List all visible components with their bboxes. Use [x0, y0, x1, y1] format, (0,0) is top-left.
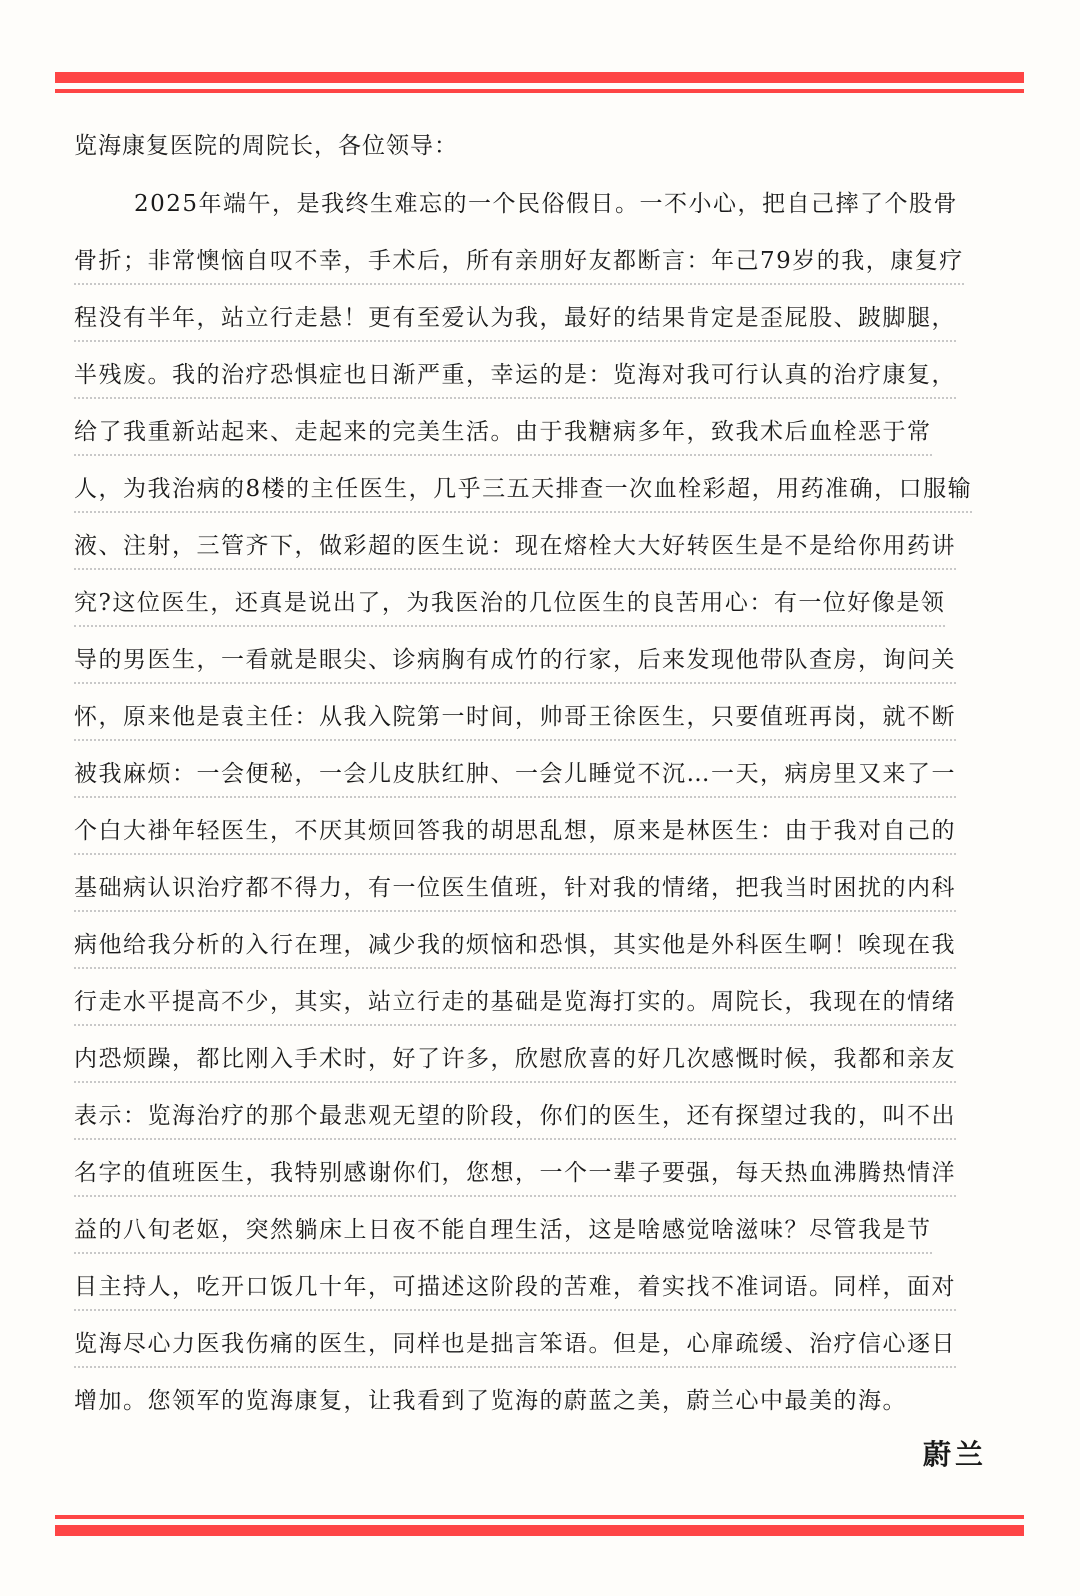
- letter-line: 增加。您领军的览海康复，让我看到了览海的蔚蓝之美，蔚兰心中最美的海。: [74, 1388, 907, 1414]
- letter-line: 名字的值班医生，我特别感谢你们，您想，一个一辈子要强，每天热血沸腾热情洋: [74, 1153, 994, 1210]
- salutation: 览海康复医院的周院长，各位领导：: [74, 133, 458, 159]
- letter-line: 导的男医生，一看就是眼尖、诊病胸有成竹的行家，后来发现他带队查房，询问关: [74, 640, 994, 697]
- letter-line: 内恐烦躁，都比刚入手术时，好了许多，欣慰欣喜的好几次感慨时候，我都和亲友: [74, 1039, 994, 1096]
- letter-line: 病他给我分析的入行在理，减少我的烦恼和恐惧，其实他是外科医生啊！唉现在我: [74, 925, 994, 982]
- letter-line: 给了我重新站起来、走起来的完美生活。由于我糖病多年，致我术后血栓恶于常: [74, 412, 994, 469]
- letter-body: [74, 126, 994, 1438]
- letter-line: 究?这位医生，还真是说出了，为我医治的几位医生的良苦用心：有一位好像是领: [74, 583, 994, 640]
- letter-line: 2025年端午，是我终生难忘的一个民俗假日。一不小心，把自己摔了个股骨: [134, 191, 959, 217]
- letter-line: 目主持人，吃开口饭几十年，可描述这阶段的苦难，着实找不准词语。同样，面对: [74, 1267, 994, 1324]
- letter-line: 个白大褂年轻医生，不厌其烦回答我的胡思乱想，原来是林医生：由于我对自己的: [74, 811, 994, 868]
- top-red-rule-thin: [55, 89, 1024, 93]
- letter-line: 怀，原来他是袁主任：从我入院第一时间，帅哥王徐医生，只要值班再岗，就不断: [74, 697, 994, 754]
- top-red-rule-thick: [55, 72, 1024, 83]
- letter-line: 人，为我治病的8楼的主任医生，几乎三五天排查一次血栓彩超，用药准确，口服输: [74, 469, 994, 526]
- bottom-red-rule-thick: [55, 1525, 1024, 1536]
- letter-line: 行走水平提高不少，其实，站立行走的基础是览海打实的。周院长，我现在的情绪: [74, 982, 994, 1039]
- letter-line: 览海尽心力医我伤痛的医生，同样也是拙言笨语。但是，心扉疏缓、治疗信心逐日: [74, 1324, 994, 1381]
- letter-line: 液、注射，三管齐下，做彩超的医生说：现在熔栓大大好转医生是不是给你用药讲: [74, 526, 994, 583]
- letter-line: 程没有半年，站立行走悬！更有至爱认为我，最好的结果肯定是歪屁股、跛脚腿，: [74, 298, 994, 355]
- bottom-red-rule-thin: [55, 1515, 1024, 1519]
- letter-paragraph: [74, 184, 994, 1438]
- letter-line: 基础病认识治疗都不得力，有一位医生值班，针对我的情绪，把我当时困扰的内科: [74, 868, 994, 925]
- letter-line: 被我麻烦：一会便秘，一会儿皮肤红肿、一会儿睡觉不沉…一天，病房里又来了一: [74, 754, 994, 811]
- signature: 蔚兰: [922, 1438, 987, 1471]
- letter-line: 表示：览海治疗的那个最悲观无望的阶段，你们的医生，还有探望过我的，叫不出: [74, 1096, 994, 1153]
- letter-line: 半残废。我的治疗恐惧症也日渐严重，幸运的是：览海对我可行认真的治疗康复，: [74, 355, 994, 412]
- letter-line: 益的八旬老妪，突然躺床上日夜不能自理生活，这是啥感觉啥滋味？尽管我是节: [74, 1210, 994, 1267]
- letter-line: 骨折；非常懊恼自叹不幸，手术后，所有亲朋好友都断言：年己79岁的我，康复疗: [74, 241, 994, 298]
